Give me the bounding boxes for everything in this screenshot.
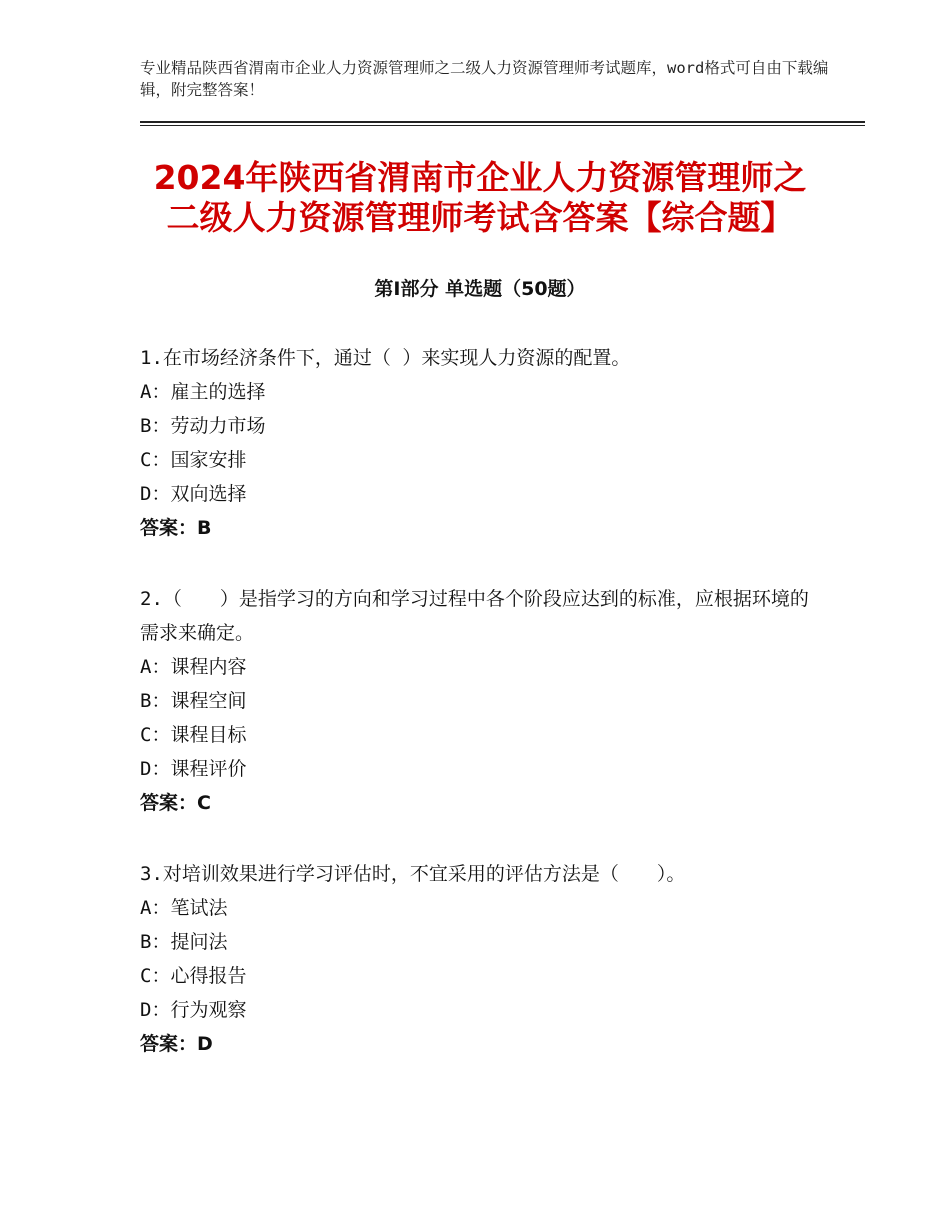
document-title: 2024年陕西省渭南市企业人力资源管理师之二级人力资源管理师考试含答案【综合题】 [153,158,807,237]
question-option-c: C：心得报告 [140,965,247,987]
question-option-c: C：国家安排 [140,449,247,471]
question-item [140,582,820,820]
header-rule-thin [140,125,865,126]
question-answer: 答案：B [140,517,212,539]
question-stem: 3.对培训效果进行学习评估时，不宜采用的评估方法是（ ）。 [140,863,686,885]
question-option-b: B：课程空间 [140,690,247,712]
question-item [140,341,820,545]
question-option-d: D：行为观察 [140,999,247,1021]
question-option-a: A：笔试法 [140,897,228,919]
question-stem: 2.（ ）是指学习的方向和学习过程中各个阶段应达到的标准，应根据环境的需求来确定。 [140,588,809,644]
question-option-a: A：课程内容 [140,656,247,678]
question-answer: 答案：D [140,1033,213,1055]
question-option-c: C：课程目标 [140,724,247,746]
question-option-b: B：劳动力市场 [140,415,266,437]
header-note: 专业精品陕西省渭南市企业人力资源管理师之二级人力资源管理师考试题库，word格式可自由下载编辑，附完整答案！ [140,59,829,99]
section-title: 第Ⅰ部分 单选题（50题） [374,278,586,300]
question-option-b: B：提问法 [140,931,228,953]
question-option-a: A：雇主的选择 [140,381,266,403]
header-rule-thick [140,121,865,123]
question-list [140,341,820,1098]
question-stem: 1.在市场经济条件下，通过（ ）来实现人力资源的配置。 [140,347,631,369]
question-item [140,857,820,1061]
question-option-d: D：双向选择 [140,483,247,505]
question-answer: 答案：C [140,792,211,814]
question-option-d: D：课程评价 [140,758,247,780]
